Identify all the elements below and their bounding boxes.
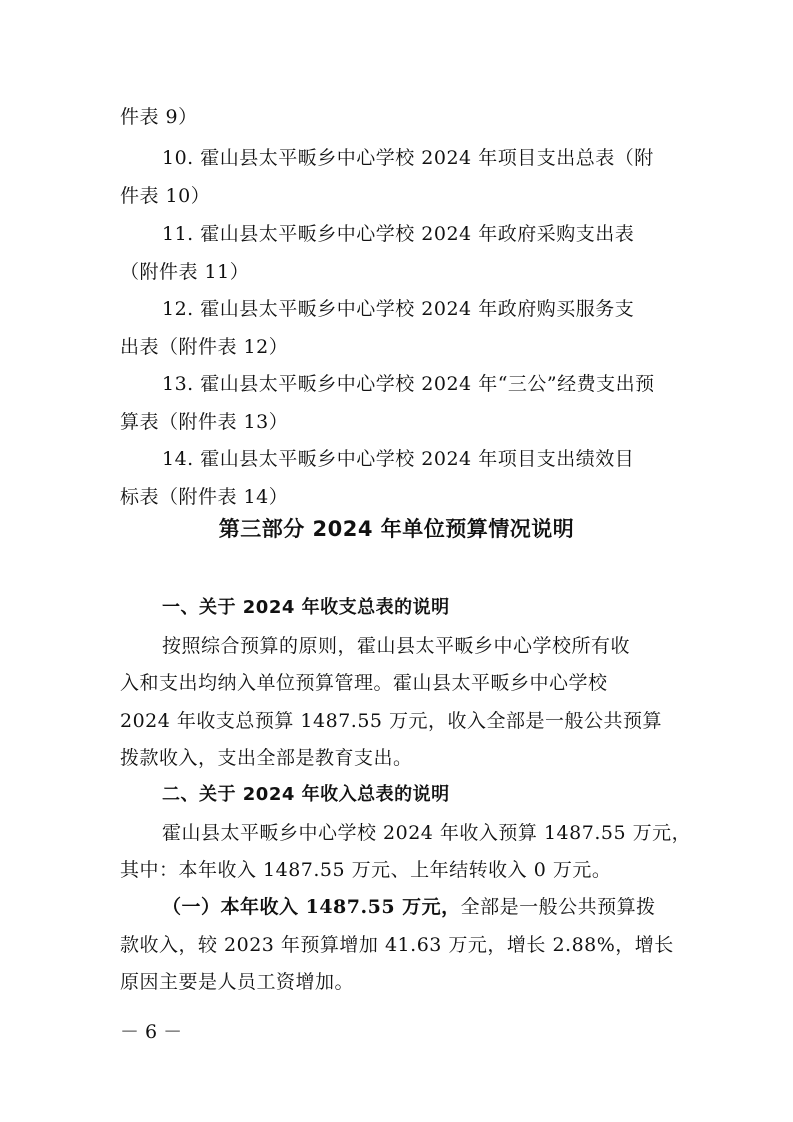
list-item-11: 11. 霍山县太平畈乡中心学校 2024 年政府采购支出表 [162,223,635,245]
section1-heading: 一、关于 2024 年收支总表的说明 [162,597,450,618]
subsection1-bold-lead: （一）本年收入 1487.55 万元， [162,896,461,918]
list-item-9-cont: 件表 9） [120,106,198,128]
list-item-10: 10. 霍山县太平畈乡中心学校 2024 年项目支出总表（附 [162,147,654,169]
section1-para-line: 入和支出均纳入单位预算管理。霍山县太平畈乡中心学校 [120,672,608,694]
subsection1-line [162,895,656,919]
section2-para-line: 其中：本年收入 1487.55 万元、上年结转收入 0 万元。 [120,859,612,881]
section-title: 第三部分 2024 年单位预算情况说明 [218,517,575,541]
subsection1-line: 款收入，较 2023 年预算增加 41.63 万元，增长 2.88%，增长 [120,934,674,956]
page-number: － 6 － [120,1021,183,1043]
list-item-14-cont: 标表（附件表 14） [120,486,289,508]
list-item-13: 13. 霍山县太平畈乡中心学校 2024 年“三公”经费支出预 [162,373,655,395]
subsection1-line: 原因主要是人员工资增加。 [120,971,355,993]
subsection1-text: 全部是一般公共预算拨 [460,896,656,918]
section2-para-line: 霍山县太平畈乡中心学校 2024 年收入预算 1487.55 万元， [162,822,692,844]
list-item-10-cont: 件表 10） [120,185,211,207]
list-item-11-cont: （附件表 11） [120,261,250,283]
list-item-12: 12. 霍山县太平畈乡中心学校 2024 年政府购买服务支 [162,298,635,320]
list-item-14: 14. 霍山县太平畈乡中心学校 2024 年项目支出绩效目 [162,448,635,470]
section2-heading: 二、关于 2024 年收入总表的说明 [162,784,450,805]
section1-para-line: 2024 年收支总预算 1487.55 万元，收入全部是一般公共预算 [120,710,663,732]
section1-para-line: 按照综合预算的原则，霍山县太平畈乡中心学校所有收 [162,635,631,657]
list-item-13-cont: 算表（附件表 13） [120,411,289,433]
list-item-12-cont: 出表（附件表 12） [120,336,289,358]
section1-para-line: 拨款收入，支出全部是教育支出。 [120,747,413,769]
